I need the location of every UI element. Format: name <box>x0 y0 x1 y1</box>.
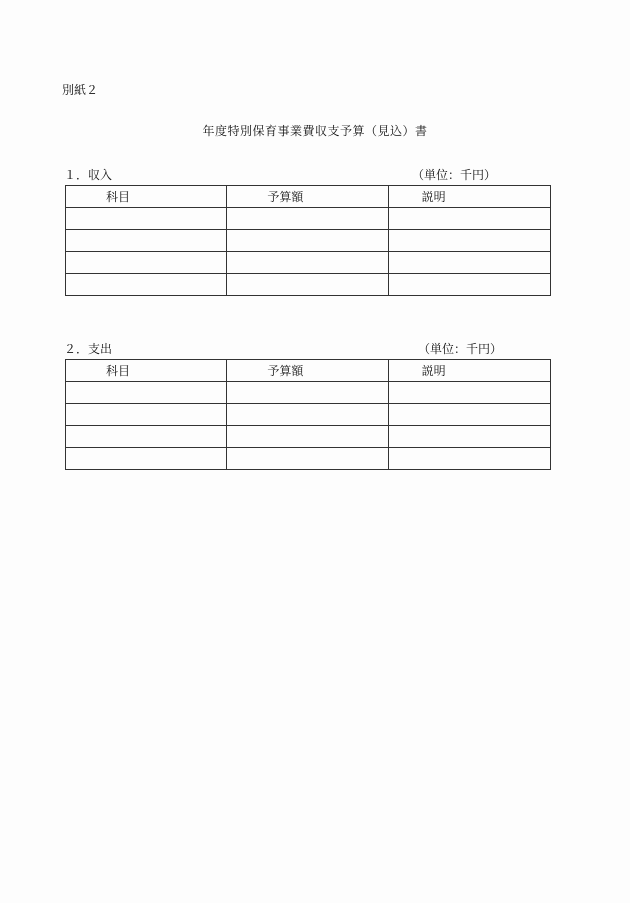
table-cell[interactable] <box>66 208 227 230</box>
table-cell[interactable] <box>66 382 227 404</box>
income-table <box>65 185 551 296</box>
table-cell[interactable] <box>66 404 227 426</box>
expenditure-col-header-description-label: 説明 <box>421 364 446 378</box>
table-cell[interactable] <box>227 208 388 230</box>
income-col-header-item-label: 科目 <box>106 190 131 204</box>
table-cell[interactable] <box>66 274 227 296</box>
table-cell[interactable] <box>66 252 227 274</box>
expenditure-col-header-amount-label: 予算額 <box>267 364 304 378</box>
expenditure-col-header-item <box>66 360 227 382</box>
table-row <box>66 448 551 470</box>
table-cell[interactable] <box>388 230 550 252</box>
expenditure-table <box>65 359 551 470</box>
table-cell[interactable] <box>227 382 388 404</box>
table-cell[interactable] <box>388 208 550 230</box>
table-row <box>66 382 551 404</box>
table-row <box>66 274 551 296</box>
table-cell[interactable] <box>388 448 550 470</box>
document-title: 年度特別保育事業費収支予算（見込）書 <box>202 124 428 138</box>
table-cell[interactable] <box>388 274 550 296</box>
table-cell[interactable] <box>66 448 227 470</box>
income-section-heading: １．収入 <box>64 168 113 182</box>
expenditure-col-header-item-label: 科目 <box>106 364 131 378</box>
table-row <box>66 208 551 230</box>
table-cell[interactable] <box>66 426 227 448</box>
table-cell[interactable] <box>227 448 388 470</box>
expenditure-col-header-description <box>388 360 550 382</box>
table-cell[interactable] <box>227 230 388 252</box>
table-cell[interactable] <box>227 404 388 426</box>
expenditure-col-header-amount <box>227 360 388 382</box>
attachment-label: 別紙２ <box>62 83 99 97</box>
table-cell[interactable] <box>227 426 388 448</box>
income-col-header-item <box>66 186 227 208</box>
income-table-header-row <box>66 186 551 208</box>
table-cell[interactable] <box>388 382 550 404</box>
expenditure-section-heading: ２．支出 <box>64 342 113 356</box>
income-col-header-description-label: 説明 <box>421 190 446 204</box>
table-cell[interactable] <box>388 252 550 274</box>
table-cell[interactable] <box>227 252 388 274</box>
table-row <box>66 252 551 274</box>
table-row <box>66 404 551 426</box>
table-cell[interactable] <box>227 274 388 296</box>
income-col-header-description <box>388 186 550 208</box>
table-cell[interactable] <box>388 426 550 448</box>
table-cell[interactable] <box>388 404 550 426</box>
table-row <box>66 426 551 448</box>
income-col-header-amount <box>227 186 388 208</box>
expenditure-unit-note: （単位：千円） <box>418 342 503 356</box>
income-unit-note: （単位：千円） <box>412 168 497 182</box>
table-row <box>66 230 551 252</box>
expenditure-table-header-row <box>66 360 551 382</box>
table-cell[interactable] <box>66 230 227 252</box>
income-col-header-amount-label: 予算額 <box>267 190 304 204</box>
